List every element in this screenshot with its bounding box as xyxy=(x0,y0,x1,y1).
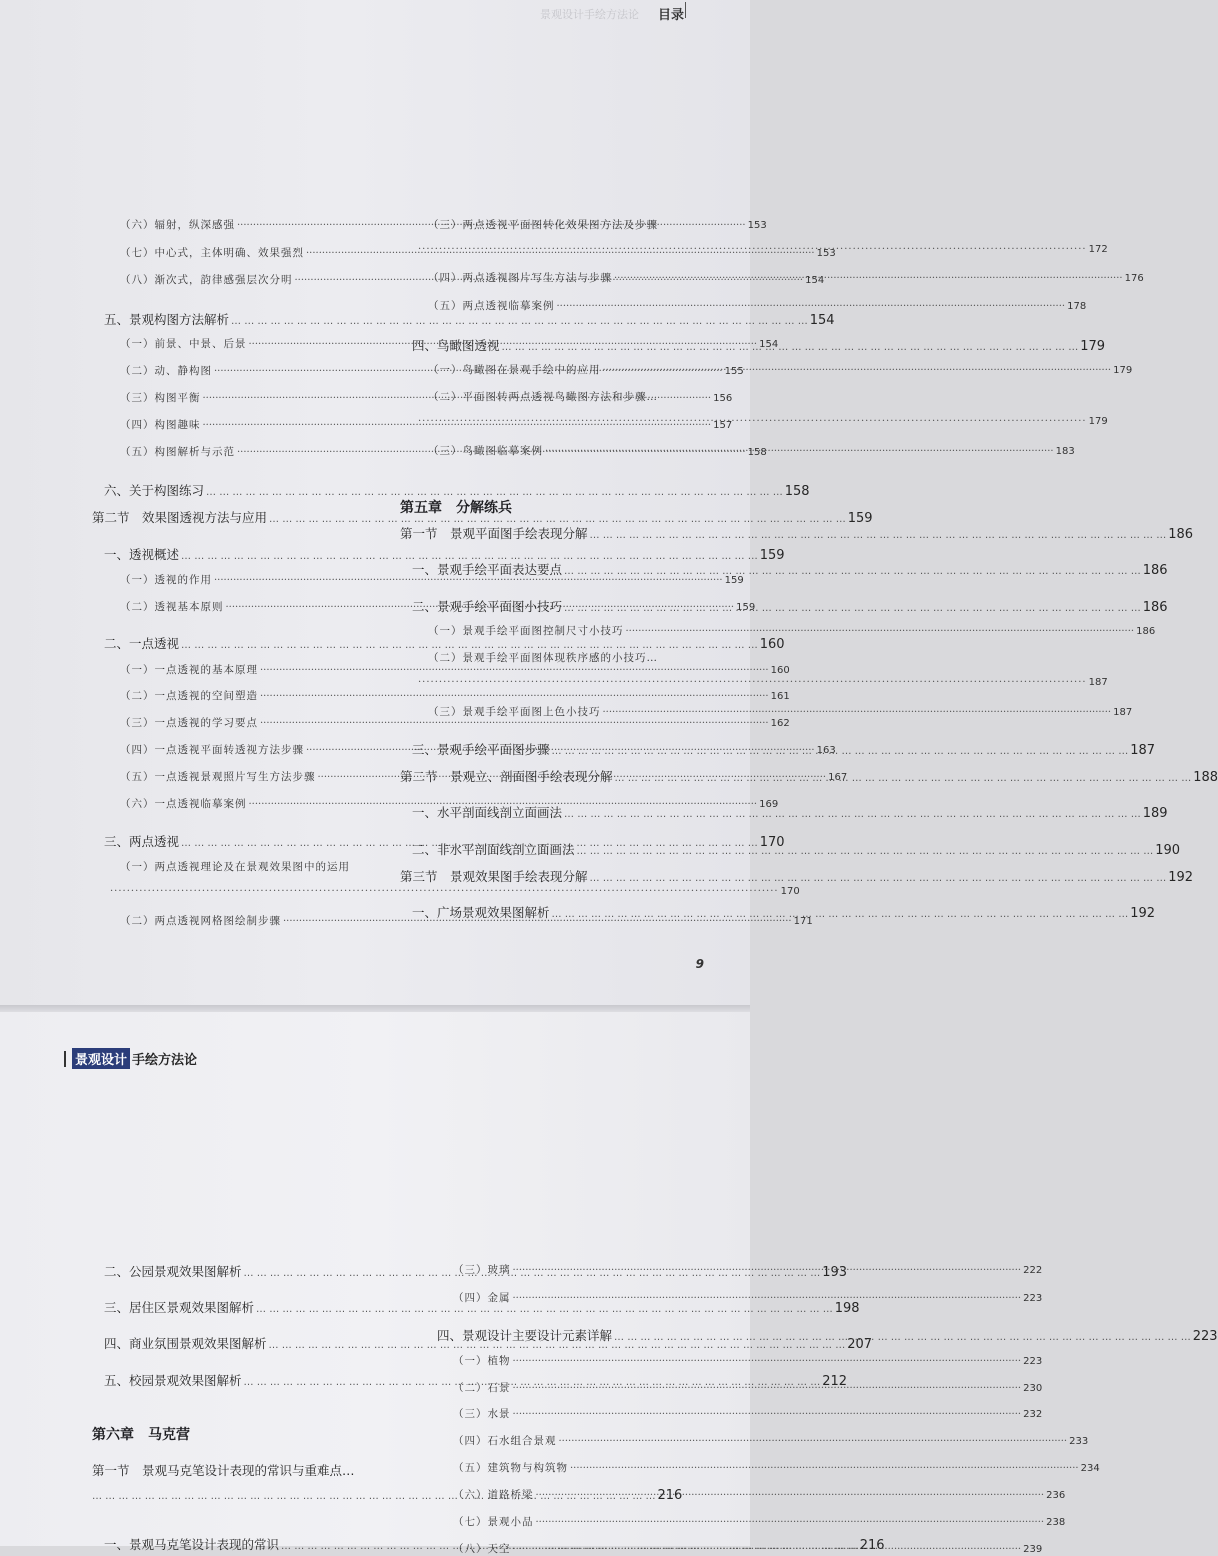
toc-leader-dots xyxy=(577,846,1154,857)
toc-leader-dots xyxy=(557,301,1066,312)
toc-page-number: 154 xyxy=(759,339,779,350)
toc-page-number: 234 xyxy=(1080,1463,1100,1474)
toc-page-number: 161 xyxy=(770,691,790,702)
toc-entry-label: 六、关于构图练习 xyxy=(104,483,205,498)
toc-chapter-label: 第五章 分解练兵 xyxy=(400,500,512,516)
toc-page-number: 216 xyxy=(859,1538,885,1553)
header-divider xyxy=(685,2,686,18)
toc-entry[interactable] xyxy=(400,524,1194,542)
ghost-header-text: 景观设计手绘方法论 xyxy=(540,8,639,21)
toc-leader-dots xyxy=(418,677,1087,688)
toc-entry[interactable] xyxy=(120,913,813,928)
toc-entry-label: （八）天空 xyxy=(453,1543,511,1555)
toc-page-number: 183 xyxy=(1055,446,1075,457)
toc-page-number: 233 xyxy=(1069,1436,1089,1447)
toc-entry-label: 二、非水平剖面线剖立面画法 xyxy=(412,842,575,857)
toc-entry-label: 四、商业氛围景观效果图解析 xyxy=(104,1336,267,1351)
toc-page-number: 169 xyxy=(759,799,779,810)
toc-page-number: 186 xyxy=(1142,563,1168,578)
toc-entry[interactable] xyxy=(453,1433,1089,1448)
toc-page-number: 187 xyxy=(1088,677,1108,688)
toc-entry[interactable] xyxy=(400,867,1194,885)
toc-leader-dots xyxy=(513,1356,1022,1367)
toc-entry[interactable] xyxy=(428,389,675,404)
page-gap xyxy=(0,1005,750,1012)
toc-entry-label: 二、公园景观效果图解析 xyxy=(104,1264,242,1279)
toc-entry-label: 一、透视概述 xyxy=(104,547,180,562)
toc-entry[interactable] xyxy=(453,1290,1043,1305)
toc-entry-label: （三）一点透视的学习要点 xyxy=(120,717,258,729)
toc-entry[interactable] xyxy=(104,545,785,563)
running-header-book-title xyxy=(64,1048,197,1069)
toc-leader-dots xyxy=(513,1265,1022,1276)
toc-entry-label: 一、广场景观效果图解析 xyxy=(412,905,550,920)
toc-page-number: 222 xyxy=(1023,1265,1043,1276)
toc-page-number: 155 xyxy=(724,366,744,377)
toc-entry-label: （六）一点透视临摹案例 xyxy=(120,798,247,810)
toc-entry-label: （二）两点透视网格图绘制步骤 xyxy=(120,915,281,927)
toc-leader-dots xyxy=(614,1332,1191,1343)
toc-page-number: 159 xyxy=(724,575,744,586)
toc-page-number: 223 xyxy=(1023,1293,1043,1304)
toc-page-number: 159 xyxy=(759,548,785,563)
toc-page-number: 170 xyxy=(780,886,800,897)
toc-entry[interactable] xyxy=(428,623,1156,638)
toc-page-number: 230 xyxy=(1023,1383,1043,1394)
toc-entry-label: （三）玻璃 xyxy=(453,1264,511,1276)
toc-entry-label: （一）景观手绘平面图控制尺寸小技巧 xyxy=(428,625,624,637)
toc-leader-dots xyxy=(614,273,1123,284)
toc-page-number: 156 xyxy=(713,393,733,404)
toc-entry[interactable] xyxy=(120,245,836,260)
toc-page-number: 192 xyxy=(1130,906,1156,921)
toc-entry-label: （一）前景、中景、后景 xyxy=(120,338,247,350)
toc-entry-label: 一、水平剖面线剖立面画法 xyxy=(412,805,563,820)
toc-entry-label: （一）一点透视的基本原理 xyxy=(120,664,258,676)
toc-entry[interactable] xyxy=(104,481,810,499)
toc-page-number: 170 xyxy=(759,835,785,850)
toc-entry-label: （一）透视的作用 xyxy=(120,574,212,586)
toc-page-number: 171 xyxy=(793,916,813,927)
toc-leader-dots xyxy=(513,1383,1022,1394)
toc-entry-label: （一）植物 xyxy=(453,1355,511,1367)
toc-entry-label: （五）一点透视景观照片写生方法步骤 xyxy=(120,771,316,783)
toc-entry-label: （四）石水组合景观 xyxy=(453,1435,557,1447)
toc-leader-dots xyxy=(231,316,808,327)
toc-page-number: 159 xyxy=(736,602,756,613)
toc-page-number: 238 xyxy=(1046,1517,1066,1528)
toc-leader-dots xyxy=(603,707,1112,718)
toc-entry-label: （一）鸟瞰图在景观手绘中的应用 xyxy=(428,364,601,376)
toc-entry[interactable] xyxy=(120,662,790,677)
toc-entry-label: 五、校园景观效果图解析 xyxy=(104,1373,242,1388)
toc-entry-label: （三）鸟瞰图临摹案例 xyxy=(428,445,543,457)
toc-entry-label: 第一节 景观马克笔设计表现的常识与重难点… xyxy=(92,1463,355,1478)
toc-page-number: 188 xyxy=(1193,770,1218,785)
toc-entry[interactable] xyxy=(453,1487,1066,1502)
toc-entry-label: （三）景观手绘平面图上色小技巧 xyxy=(428,706,601,718)
toc-entry-label: （七）中心式，主体明确、效果强烈 xyxy=(120,247,304,259)
toc-chapter-label: 第六章 马克营 xyxy=(92,1427,190,1443)
toc-leader-dots xyxy=(110,886,779,897)
toc-leader-dots xyxy=(564,603,1141,614)
toc-page-number: 179 xyxy=(1113,365,1133,376)
toc-entry[interactable] xyxy=(428,704,1133,719)
toc-leader-dots xyxy=(590,873,1167,884)
toc-leader-dots xyxy=(552,909,1129,920)
toc-entry-label: （六）辐射，纵深感强 xyxy=(120,219,235,231)
toc-entry-label: 第二节 效果图透视方法与应用 xyxy=(92,510,268,525)
toc-entry-label: （三）两点透视平面图转化效果图方法及步骤 xyxy=(428,219,658,231)
toc-entry[interactable] xyxy=(428,298,1087,313)
toc-page-number: 154 xyxy=(809,313,835,328)
toc-leader-dots xyxy=(513,1293,1022,1304)
toc-page-number: 212 xyxy=(822,1374,848,1389)
toc-page-number: 216 xyxy=(657,1488,683,1503)
toc-entry-label: （五）构图解析与示范 xyxy=(120,446,235,458)
toc-page-bottom xyxy=(0,1012,1218,1555)
toc-entry-label: 第二节 景观立、剖面图手绘表现分解 xyxy=(400,769,613,784)
toc-leader-dots xyxy=(590,530,1167,541)
toc-entry-label: （三）水景 xyxy=(453,1408,511,1420)
toc-page-number: 157 xyxy=(713,420,733,431)
toc-entry-label: （二）一点透视的空间塑造 xyxy=(120,690,258,702)
toc-page-number: 158 xyxy=(784,484,810,499)
toc-page-number: 187 xyxy=(1130,743,1156,758)
toc-leader-dots xyxy=(552,746,1129,757)
toc-page-number: 158 xyxy=(747,447,767,458)
toc-page-number: 192 xyxy=(1168,870,1194,885)
header-bar xyxy=(64,1051,66,1067)
toc-entry-label: 三、两点透视 xyxy=(104,834,180,849)
toc-page-number: 179 xyxy=(1088,416,1108,427)
toc-leader-dots xyxy=(536,1490,1045,1501)
toc-page-number: 193 xyxy=(822,1265,848,1280)
toc-page-number: 176 xyxy=(1124,273,1144,284)
toc-page-number: 239 xyxy=(1023,1544,1043,1555)
toc-entry-label: 五、景观构图方法解析 xyxy=(104,312,230,327)
toc-leader-dots xyxy=(603,365,1112,376)
toc-page-number: 153 xyxy=(747,220,767,231)
toc-leader-dots xyxy=(260,718,769,729)
toc-entry-continuation xyxy=(110,886,800,897)
toc-entry[interactable] xyxy=(104,634,785,652)
toc-entry[interactable] xyxy=(92,1461,368,1479)
page-number: 9 xyxy=(695,957,704,971)
toc-leader-dots xyxy=(570,1463,1079,1474)
toc-entry-label: 三、居住区景观效果图解析 xyxy=(104,1300,255,1315)
toc-leader-dots xyxy=(564,809,1141,820)
toc-entry-label: （五）两点透视临摹案例 xyxy=(428,300,555,312)
toc-leader-dots xyxy=(564,566,1141,577)
toc-entry-label: 第三节 景观效果图手绘表现分解 xyxy=(400,869,588,884)
toc-entry[interactable] xyxy=(437,1326,1218,1344)
toc-entry[interactable] xyxy=(428,650,675,665)
toc-entry[interactable] xyxy=(104,310,835,328)
toc-entry-label: （八）渐次式，韵律感强层次分明 xyxy=(120,274,293,286)
toc-entry-label: 第一节 景观平面图手绘表现分解 xyxy=(400,526,588,541)
toc-page-number: 223 xyxy=(1192,1329,1218,1344)
toc-entry-label: 三、景观手绘平面图步骤 xyxy=(412,742,550,757)
toc-page-number: 178 xyxy=(1067,301,1087,312)
toc-entry-label: 一、景观马克笔设计表现的常识 xyxy=(104,1537,280,1552)
toc-entry-label: 四、鸟瞰图透视 xyxy=(412,338,500,353)
toc-page-number: 232 xyxy=(1023,1409,1043,1420)
toc-entry-label: 四、景观设计主要设计元素详解 xyxy=(437,1328,613,1343)
toc-entry-label: （二）动、静构图 xyxy=(120,365,212,377)
toc-entry[interactable] xyxy=(412,903,1156,921)
toc-page-number: 187 xyxy=(1113,707,1133,718)
toc-entry[interactable] xyxy=(120,417,733,432)
toc-entry-label: （二）透视基本原则 xyxy=(120,601,224,613)
toc-entry[interactable] xyxy=(120,715,790,730)
toc-leader-dots xyxy=(559,1436,1068,1447)
toc-page-number: 186 xyxy=(1136,626,1156,637)
toc-entry-label: （二）石景 xyxy=(453,1382,511,1394)
toc-entry[interactable] xyxy=(120,796,779,811)
toc-page-number: 160 xyxy=(770,665,790,676)
toc-leader-dots xyxy=(513,1544,1022,1555)
toc-entry[interactable] xyxy=(412,560,1168,578)
toc-entry-continuation xyxy=(418,677,1108,688)
toc-leader-dots xyxy=(545,446,1054,457)
toc-entry-label: （二）平面图转两点透视鸟瞰图方法和步骤… xyxy=(428,391,658,403)
toc-entry-label: 二、景观手绘平面图小技巧 xyxy=(412,599,563,614)
toc-page-number: 159 xyxy=(847,511,873,526)
toc-page-number: 236 xyxy=(1046,1490,1066,1501)
toc-page-number: 167 xyxy=(828,772,848,783)
toc-page-number: 207 xyxy=(847,1337,873,1352)
toc-entry[interactable] xyxy=(120,572,744,587)
toc-entry[interactable] xyxy=(453,1353,1043,1368)
book-title-boxed: 景观设计 xyxy=(72,1048,130,1069)
toc-page-number: 190 xyxy=(1155,843,1181,858)
toc-leader-dots xyxy=(626,626,1135,637)
toc-leader-dots xyxy=(615,773,1192,784)
toc-leader-dots xyxy=(502,342,1079,353)
running-header-toc: 目录 xyxy=(657,8,684,23)
toc-page-number: 186 xyxy=(1168,527,1194,542)
toc-entry-label: （七）景观小品 xyxy=(453,1516,534,1528)
toc-entry-label: （三）构图平衡 xyxy=(120,392,201,404)
toc-page-number: 223 xyxy=(1023,1356,1043,1367)
toc-entry-label: （一）两点透视理论及在景观效果图中的运用 xyxy=(120,861,350,873)
toc-page-number: 153 xyxy=(816,248,836,259)
toc-entry[interactable] xyxy=(453,1514,1066,1529)
toc-page-number: 189 xyxy=(1142,806,1168,821)
toc-chapter-heading xyxy=(92,1424,190,1444)
toc-chapter-heading xyxy=(400,497,512,517)
toc-leader-dots xyxy=(260,665,769,676)
toc-entry[interactable] xyxy=(428,217,675,232)
toc-entry-label: （五）建筑物与构筑物 xyxy=(453,1462,568,1474)
toc-entry-label: （四）一点透视平面转透视方法步骤 xyxy=(120,744,304,756)
toc-page-number: 160 xyxy=(759,637,785,652)
toc-entry-label: （四）构图趣味 xyxy=(120,419,201,431)
toc-entry-label: （二）景观手绘平面图体现秩序感的小技巧… xyxy=(428,652,658,664)
toc-leader-dots xyxy=(418,244,1087,255)
toc-entry-label: （六）道路桥梁 xyxy=(453,1489,534,1501)
toc-leader-dots xyxy=(256,1304,833,1315)
toc-page-number: 162 xyxy=(770,718,790,729)
toc-entry[interactable] xyxy=(453,1460,1100,1475)
toc-entry[interactable] xyxy=(453,1406,1043,1421)
toc-page-number: 172 xyxy=(1088,244,1108,255)
toc-page-number: 154 xyxy=(805,275,825,286)
toc-entry[interactable] xyxy=(120,859,370,874)
toc-entry-label: （四）金属 xyxy=(453,1292,511,1304)
toc-entry-label: 一、景观手绘平面表达要点 xyxy=(412,562,563,577)
book-title-rest: 手绘方法论 xyxy=(132,1053,198,1068)
toc-entry[interactable] xyxy=(120,688,790,703)
toc-page-number: 179 xyxy=(1080,339,1106,354)
toc-page-number: 198 xyxy=(834,1301,860,1316)
toc-leader-dots xyxy=(418,416,1087,427)
toc-leader-dots xyxy=(536,1517,1045,1528)
toc-leader-dots xyxy=(260,691,769,702)
toc-page-number: 163 xyxy=(816,745,836,756)
toc-entry-label: （四）两点透视图片写生方法与步骤 xyxy=(428,272,612,284)
toc-entry-label: 二、一点透视 xyxy=(104,636,180,651)
toc-leader-dots xyxy=(513,1409,1022,1420)
toc-page-number: 186 xyxy=(1142,600,1168,615)
